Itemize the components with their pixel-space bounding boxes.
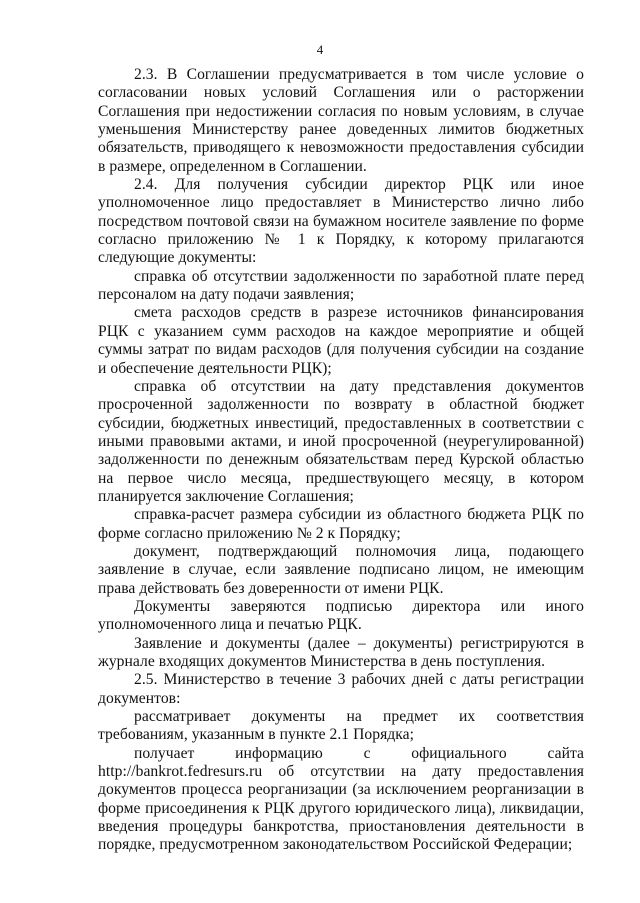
- list-item-cost-estimate: смета расходов средств в разрезе источников финансирования РЦК с указанием сумм расходов на каждое мероприятие и общей суммы затрат по видам расходов (для получения субсидии на создание и обеспечение деятельности РЦК);: [98, 304, 584, 377]
- list-item-authority-document: документ, подтверждающий полномочия лица, подающего заявление в случае, если заявление подписано лицом, не имеющим права действовать без доверенности от имени РЦК.: [98, 542, 584, 597]
- paragraph-documents-certified: Документы заверяются подписью директора или иного уполномоченного лица и печатью РЦК.: [98, 597, 584, 634]
- paragraph-documents-registered: Заявление и документы (далее – документы) регистрируются в журнале входящих документов Министерства в день поступления.: [98, 634, 584, 670]
- list-item-obtains-information: получает информацию с официального сайта http://bankrot.fedresurs.ru об отсутствии на дату предоставления документов процесса реорганизации (за исключением реорганизации в форме присоединения к РЦК другого юридического лица), ликвидации, введения процедуры банкротства, приостановления деятельности в порядке, предусмотренном законодательством Российской Федерации;: [98, 744, 584, 854]
- list-item-reviews-documents: рассматривает документы на предмет их соответствия требованиям, указанным в пункте 2.1 Порядка;: [98, 708, 584, 744]
- paragraph-2-3: 2.3. В Соглашении предусматривается в том числе условие о согласовании новых условий Соглашения или о расторжении Соглашения при недостижении согласия по новым условиям, в случае уменьшения Министерству ранее доведенных лимитов бюджетных обязательств, приводящего к невозможности предоставления субсидии в размере, определенном в Соглашении.: [98, 66, 584, 175]
- list-item-debt-certificate: справка об отсутствии на дату представления документов просроченной задолженности по возврату в областной бюджет субсидии, бюджетных инвестиций, предоставленных в соответствии с иными правовыми актами, и иной просроченной (неурегулированной) задолженности по денежным обязательствам перед Курской областью на первое число месяца, предшествующего месяцу, в котором планируется заключение Соглашения;: [98, 377, 584, 505]
- paragraph-2-4: 2.4. Для получения субсидии директор РЦК или иное уполномоченное лицо предоставляет в Министерство лично либо посредством почтовой связи на бумажном носителе заявление по форме согласно приложению № 1 к Порядку, к которому прилагаются следующие документы:: [98, 176, 584, 267]
- document-body: [98, 66, 584, 855]
- list-item-subsidy-calculation: справка-расчет размера субсидии из областного бюджета РЦК по форме согласно приложению № 2 к Порядку;: [98, 506, 584, 542]
- paragraph-2-5: 2.5. Министерство в течение 3 рабочих дней с даты регистрации документов:: [98, 671, 584, 707]
- page-number: 4: [316, 42, 324, 57]
- list-item-salary-certificate: справка об отсутствии задолженности по заработной плате перед персоналом на дату подачи заявления;: [98, 267, 584, 304]
